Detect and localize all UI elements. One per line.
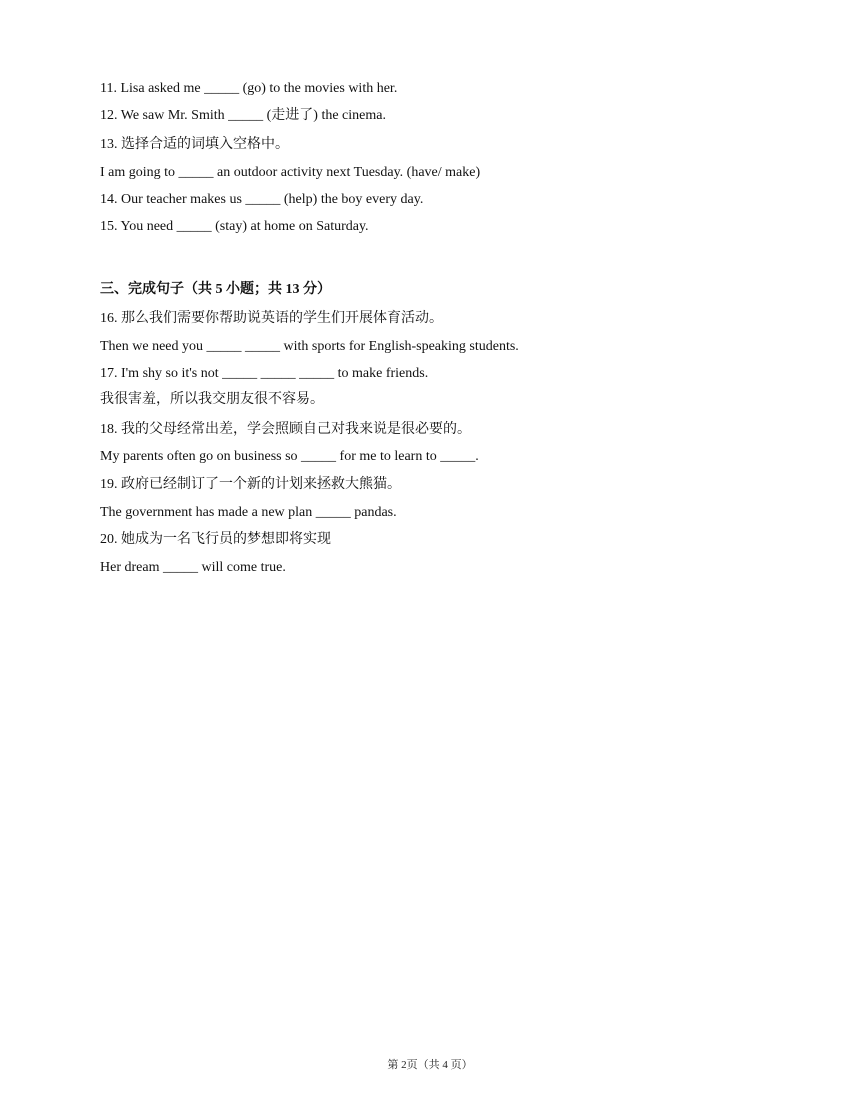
- question-11: 11. Lisa asked me _____ (go) to the movies with her.: [100, 81, 398, 96]
- question-18-english: My parents often go on business so _____ for me to learn to _____.: [100, 449, 479, 464]
- question-16-english: Then we need you _____ _____ with sports for English-speaking students.: [100, 339, 519, 354]
- question-19-chinese: 19. 政府已经制订了一个新的计划来拯救大熊猫。: [100, 477, 401, 492]
- question-13: 13. 选择合适的词填入空格中。: [100, 137, 289, 152]
- question-17-english: 17. I'm shy so it's not _____ _____ _____ to make friends.: [100, 366, 429, 381]
- question-15: 15. You need _____ (stay) at home on Saturday.: [100, 219, 369, 234]
- question-20-chinese: 20. 她成为一名飞行员的梦想即将实现: [100, 532, 331, 547]
- question-12: 12. We saw Mr. Smith _____ (走进了) the cinema.: [100, 108, 386, 123]
- question-19-english: The government has made a new plan _____ pandas.: [100, 505, 397, 520]
- section-three-heading: 三、完成句子（共 5 小题；共 13 分）: [100, 282, 331, 297]
- question-13-sentence: I am going to _____ an outdoor activity next Tuesday. (have/ make): [100, 165, 481, 180]
- question-20-english: Her dream _____ will come true.: [100, 560, 286, 575]
- question-17-chinese: 我很害羞，所以我交朋友很不容易。: [100, 392, 324, 407]
- question-18-chinese: 18. 我的父母经常出差，学会照顾自己对我来说是很必要的。: [100, 422, 471, 437]
- question-14: 14. Our teacher makes us _____ (help) the boy every day.: [100, 192, 424, 207]
- page-number-footer: 第 2页（共 4 页）: [387, 1059, 473, 1071]
- question-16-chinese: 16. 那么我们需要你帮助说英语的学生们开展体育活动。: [100, 311, 443, 326]
